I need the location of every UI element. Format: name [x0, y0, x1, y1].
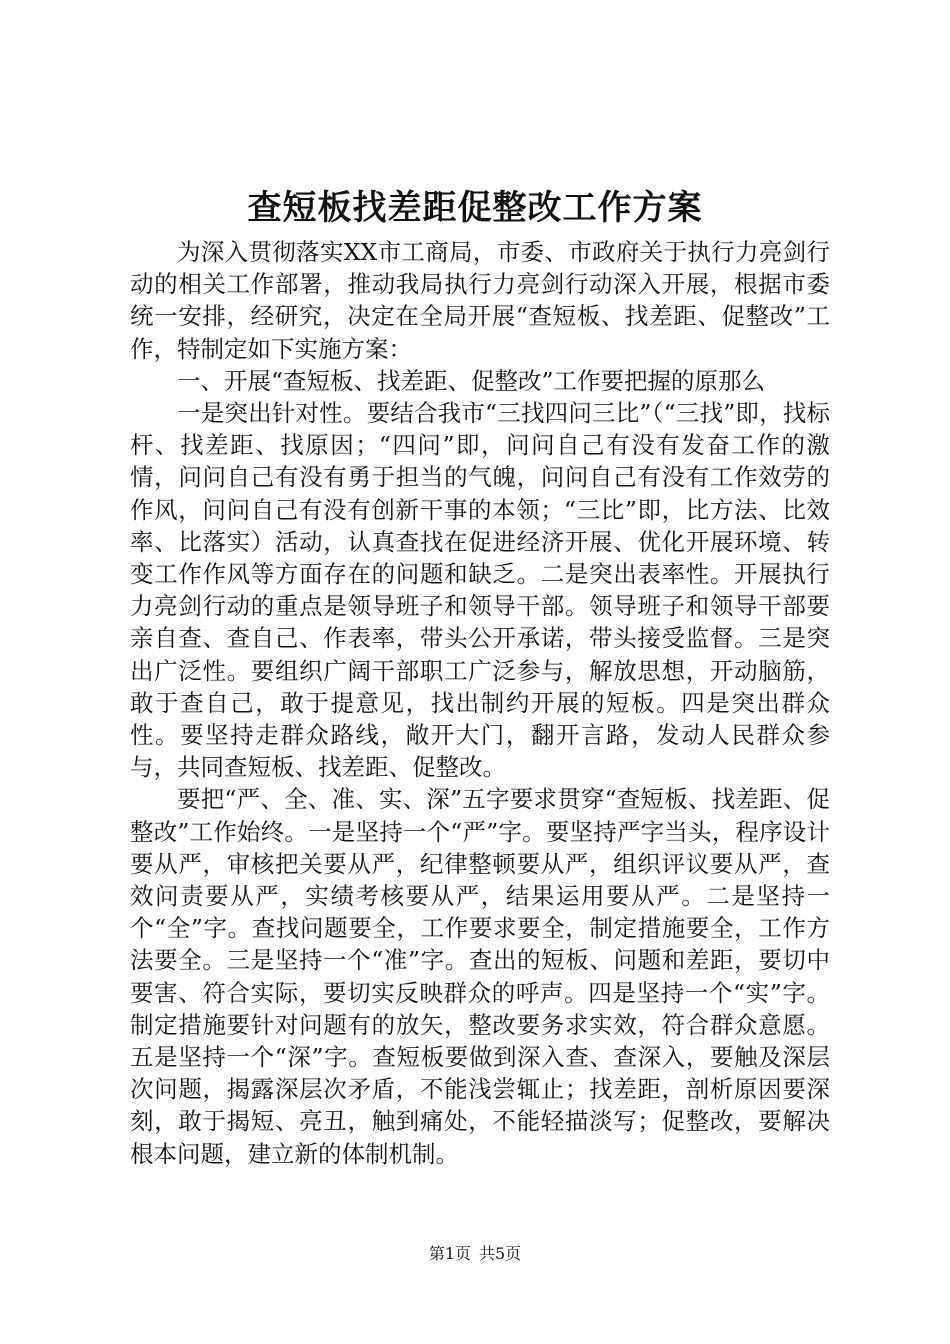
page-total: 共5页	[479, 1244, 522, 1263]
page-footer	[0, 1243, 950, 1265]
document-body	[130, 236, 830, 1170]
page-number: 第1页	[428, 1244, 471, 1263]
paragraph-principles: 一是突出针对性。要结合我市“三找四问三比”（“三找”即，找标杆、找差距、找原因；“四问”即，问问自己有没有发奋工作的激情，问问自己有没有勇于担当的气魄，问问自己有没有工作效劳的作风，问问自己有没有创新干事的本领；“三比”即，比方法、比效率、比落实）活动，认真查找在促进经济开展、优化开展环境、转变工作作风等方面存在的问题和缺乏。二是突出表率性。开展执行力亮剑行动的重点是领导班子和领导干部。领导班子和领导干部要亲自查、查自己、作表率，带头公开承诺，带头接受监督。三是突出广泛性。要组织广阔干部职工广泛参与，解放思想，开动脑筋，敢于查自己，敢于提意见，找出制约开展的短板。四是突出群众性。要坚持走群众路线，敞开大门，翻开言路，发动人民群众参与，共同查短板、找差距、促整改。	[130, 399, 830, 782]
paragraph-intro: 为深入贯彻落实XX市工商局，市委、市政府关于执行力亮剑行动的相关工作部署，推动我局执行力亮剑行动深入开展，根据市委统一安排，经研究，决定在全局开展“查短板、找差距、促整改”工作，特制定如下实施方案：	[130, 238, 830, 363]
document-title: 查短板找差距促整改工作方案	[247, 188, 703, 228]
paragraph-section-heading: 一、开展“查短板、找差距、促整改”工作要把握的原那么	[177, 366, 766, 395]
paragraph-requirements: 要把“严、全、准、实、深”五字要求贯穿“查短板、找差距、促整改”工作始终。一是坚持一个“严”字。要坚持严字当头，程序设计要从严，审核把关要从严，纪律整顿要从严，组织评议要从严，查效问责要从严，实绩考核要从严，结果运用要从严。二是坚持一个“全”字。查找问题要全，工作要求要全，制定措施要全，工作方法要全。三是坚持一个“准”字。查出的短板、问题和差距，要切中要害、符合实际，要切实反映群众的呼声。四是坚持一个“实”字。制定措施要针对问题有的放矢，整改要务求实效，符合群众意愿。五是坚持一个“深”字。查短板要做到深入查、查深入，要触及深层次问题，揭露深层次矛盾，不能浅尝辄止；找差距，剖析原因要深刻，敢于揭短、亮丑，触到痛处，不能轻描淡写；促整改，要解决根本问题，建立新的体制机制。	[130, 785, 830, 1168]
